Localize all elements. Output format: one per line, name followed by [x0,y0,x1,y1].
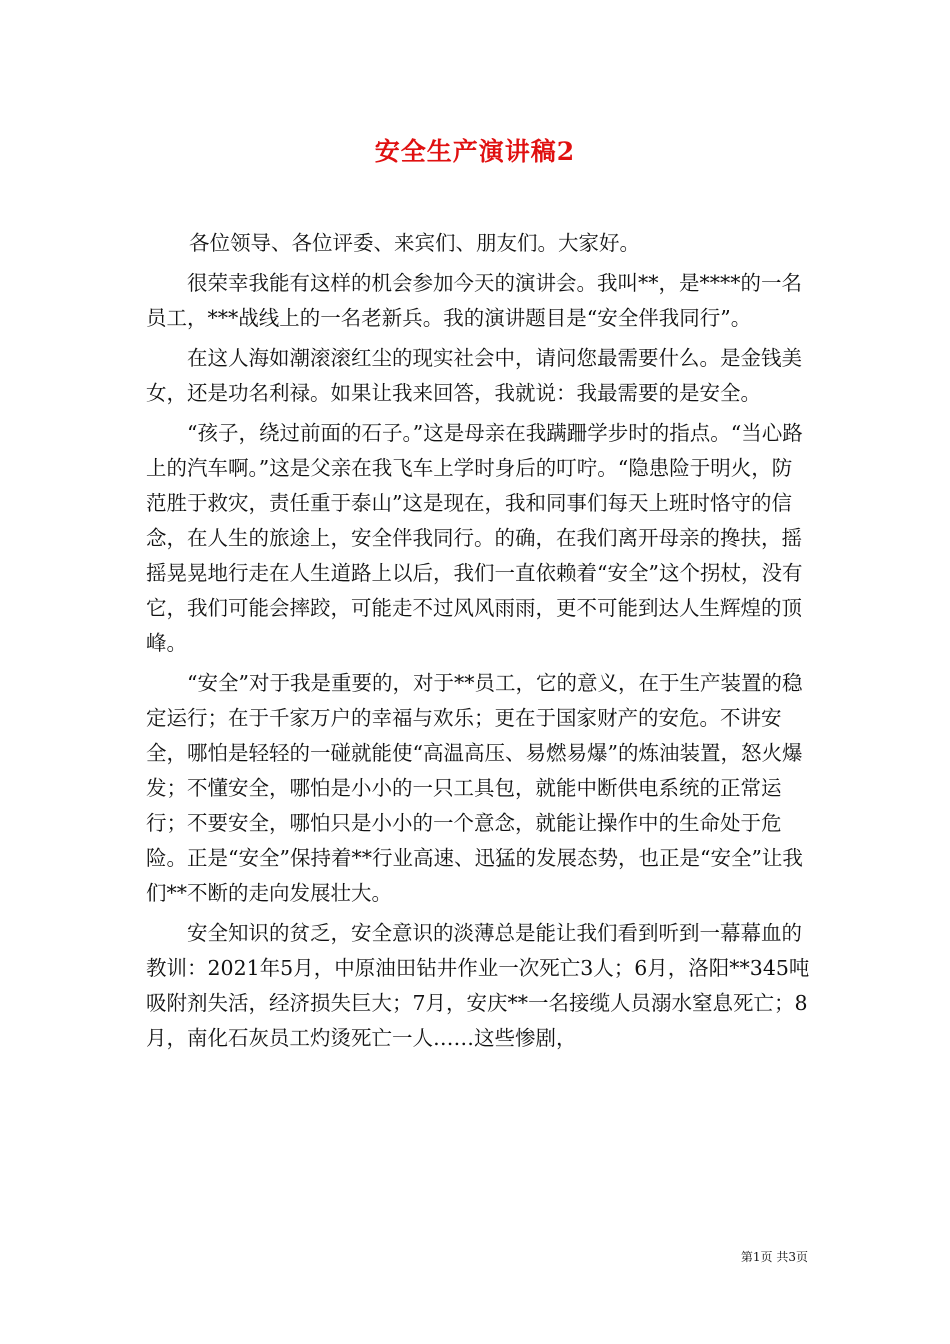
page-number-footer: 第1页 共3页 [740,1250,808,1264]
paragraph-question: 在这人海如潮滚滚红尘的现实社会中，请问您最需要什么。是金钱美女，还是功名利禄。如果让我来回答，我就说：我最需要的是安全。 [146,346,802,405]
paragraph-lessons: 安全知识的贫乏，安全意识的淡薄总是能让我们看到听到一幕幕血的教训：2021年5月，中原油田钻井作业一次死亡3人；6月，洛阳**345吨吸附剂失活，经济损失巨大；7月，安庆**一名接缆人员溺水窒息死亡；8月，南化石灰员工灼烫死亡一人……这些惨剧， [146,921,810,1050]
paragraph-greeting: 各位领导、各位评委、来宾们、朋友们。大家好。 [189,231,641,255]
paragraph-importance: “安全”对于我是重要的，对于**员工，它的意义，在于生产装置的稳定运行；在于千家万户的幸福与欢乐；更在于国家财产的安危。不讲安全，哪怕是轻轻的一碰就能使“高温高压、易燃易爆”的炼油装置，怒火爆发；不懂安全，哪怕是小小的一只工具包，就能中断供电系统的正常运行；不要安全，哪怕只是小小的一个意念，就能让操作中的生命处于危险。正是“安全”保持着**行业高速、迅猛的发展态势，也正是“安全”让我们**不断的走向发展壮大。 [146,671,803,905]
document-body [146,226,810,1061]
document-title: 安全生产演讲稿2 [374,137,576,166]
paragraph-introduction: 很荣幸我能有这样的机会参加今天的演讲会。我叫**，是****的一名员工，***战线上的一名老新兵。我的演讲题目是“安全伴我同行”。 [146,271,802,330]
paragraph-memories: “孩子，绕过前面的石子。”这是母亲在我蹒跚学步时的指点。“当心路上的汽车啊。”这是父亲在我飞车上学时身后的叮咛。“隐患险于明火，防范胜于救灾，责任重于泰山”这是现在，我和同事们每天上班时恪守的信念，在人生的旅途上，安全伴我同行。的确，在我们离开母亲的搀扶，摇摇晃晃地行走在人生道路上以后，我们一直依赖着“安全”这个拐杖，没有它，我们可能会摔跤，可能走不过风风雨雨，更不可能到达人生辉煌的顶峰。 [146,421,803,655]
